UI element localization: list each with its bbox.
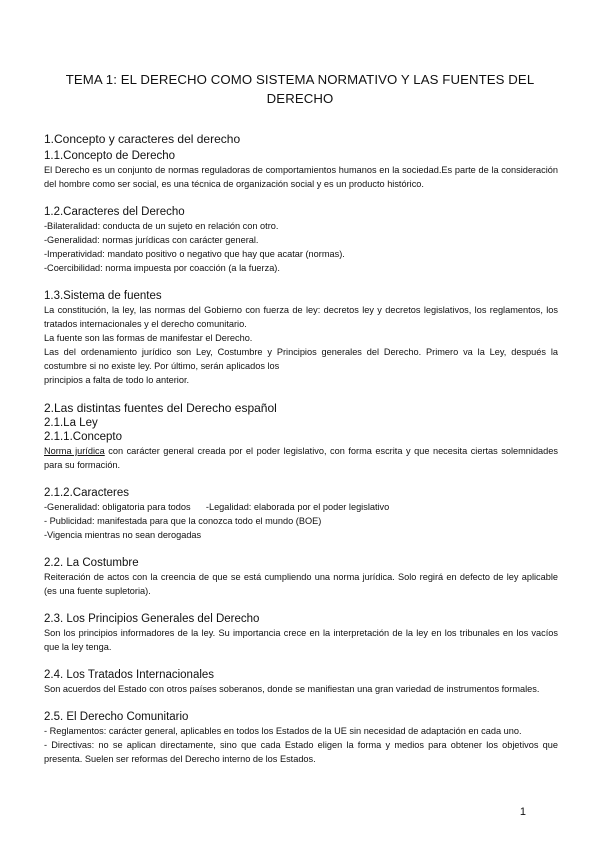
title-line-2: DERECHO bbox=[266, 91, 334, 106]
list-item: -Coercibilidad: norma impuesta por coacción (a la fuerza). bbox=[44, 263, 280, 273]
section-1-3-paragraph: La constitución, la ley, las normas del Gobierno con fuerza de ley: decretos ley y decretos legislativos, los reglamentos, los tratados internacionales y el derecho comunitario. bbox=[44, 305, 558, 329]
section-2-4-heading: 2.4. Los Tratados Internacionales bbox=[44, 669, 215, 681]
document-body bbox=[44, 132, 558, 766]
section-2-1-2-heading: 2.1.2.Caracteres bbox=[44, 487, 130, 499]
page-number: 1 bbox=[519, 806, 526, 818]
section-1-2-heading: 1.2.Caracteres del Derecho bbox=[44, 206, 185, 218]
section-1-1-heading: 1.1.Concepto de Derecho bbox=[44, 150, 176, 162]
section-1-3-paragraph: Las del ordenamiento jurídico son Ley, Costumbre y Principios generales del Derecho. Primero va la Ley, después la costumbre si no existe ley. Por último, serán aplicados los bbox=[44, 347, 558, 371]
section-1-3-heading: 1.3.Sistema de fuentes bbox=[44, 290, 162, 302]
section-2-5-heading: 2.5. El Derecho Comunitario bbox=[44, 711, 189, 723]
definition-text: con carácter general creada por el poder legislativo, con forma escrita y que necesita ciertas solemnidades para su formación. bbox=[44, 446, 558, 470]
section-2-2-text: Reiteración de actos con la creencia de que se está cumpliendo una norma jurídica. Solo regirá en defecto de ley aplicable (es una fuente supletoria). bbox=[44, 572, 558, 596]
list-item: -Generalidad: obligatoria para todos -Legalidad: elaborada por el poder legislativo bbox=[44, 502, 390, 512]
list-item: -Generalidad: normas jurídicas con carácter general. bbox=[44, 235, 259, 245]
title-line-1: TEMA 1: EL DERECHO COMO SISTEMA NORMATIVO Y LAS FUENTES DEL bbox=[65, 72, 535, 87]
page-title bbox=[60, 70, 540, 108]
list-item: - Publicidad: manifestada para que la conozca todo el mundo (BOE) bbox=[44, 516, 322, 526]
list-item: -Imperatividad: mandato positivo o negativo que hay que acatar (normas). bbox=[44, 249, 345, 259]
section-2-heading: 2.Las distintas fuentes del Derecho español bbox=[44, 401, 277, 415]
section-2-4-text: Son acuerdos del Estado con otros países soberanos, donde se manifiestan una gran variedad de instrumentos formales. bbox=[44, 684, 540, 694]
list-item: -Vigencia mientras no sean derogadas bbox=[44, 530, 202, 540]
list-item: -Bilateralidad: conducta de un sujeto en relación con otro. bbox=[44, 221, 279, 231]
section-2-1-1-heading: 2.1.1.Concepto bbox=[44, 431, 123, 443]
section-1-3-paragraph: principios a falta de todo lo anterior. bbox=[44, 375, 190, 385]
underlined-term: Norma jurídica bbox=[44, 446, 105, 456]
section-2-1-heading: 2.1.La Ley bbox=[44, 417, 98, 429]
section-1-heading: 1.Concepto y caracteres del derecho bbox=[44, 132, 241, 146]
section-1-3-paragraph: La fuente son las formas de manifestar el Derecho. bbox=[44, 333, 253, 343]
section-2-1-1-text bbox=[44, 444, 558, 472]
section-2-3-heading: 2.3. Los Principios Generales del Derecho bbox=[44, 613, 260, 625]
section-2-3-text: Son los principios informadores de la ley. Su importancia crece en la interpretación de la ley en los tribunales en los vacíos que la ley tenga. bbox=[44, 628, 558, 652]
section-2-2-heading: 2.2. La Costumbre bbox=[44, 557, 139, 569]
section-1-1-text: El Derecho es un conjunto de normas reguladoras de comportamientos humanos en la sociedad.Es parte de la consideración del hombre como ser social, es una técnica de organización social y es un producto histórico. bbox=[44, 165, 558, 189]
section-2-5-paragraph: - Directivas: no se aplican directamente, sino que cada Estado eligen la forma y medios para obtener los objetivos que presenta. Suelen ser reformas del Derecho interno de los Estados. bbox=[44, 740, 558, 764]
section-2-5-paragraph: - Reglamentos: carácter general, aplicables en todos los Estados de la UE sin necesidad de adaptación en cada uno. bbox=[44, 726, 522, 736]
